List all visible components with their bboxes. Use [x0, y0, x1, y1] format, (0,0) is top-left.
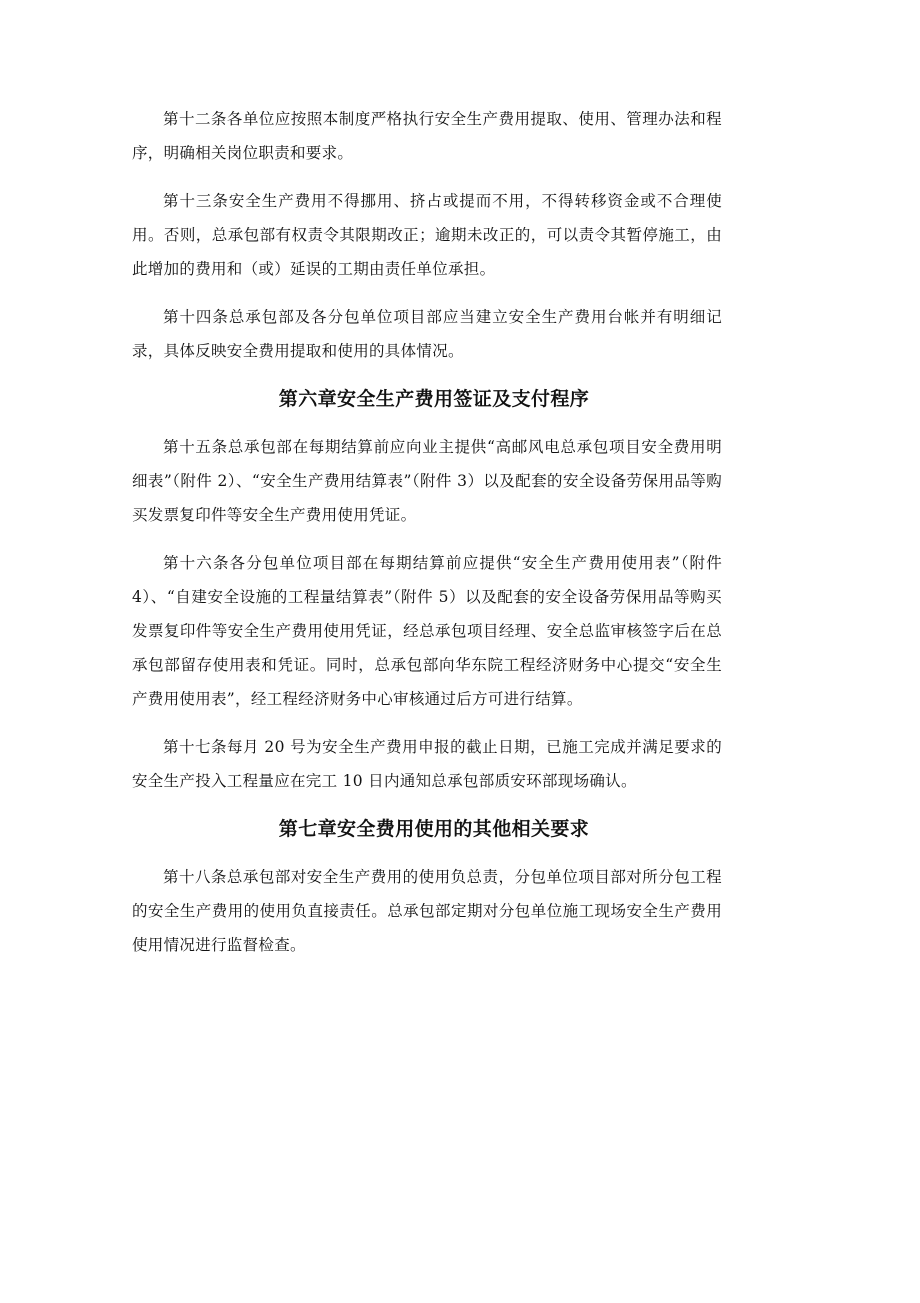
chapter-7-heading: 第七章安全费用使用的其他相关要求	[278, 818, 590, 840]
article-14-paragraph: 第十四条总承包部及各分包单位项目部应当建立安全生产费用台帐并有明细记录，具体反映安全费用提取和使用的具体情况。	[132, 308, 722, 360]
article-13-paragraph: 第十三条安全生产费用不得挪用、挤占或提而不用，不得转移资金或不合理使用。否则，总承包部有权责令其限期改正；逾期未改正的，可以责令其暂停施工，由此增加的费用和（或）延误的工期由责任单位承担。	[132, 192, 722, 278]
article-18-paragraph: 第十八条总承包部对安全生产费用的使用负总责，分包单位项目部对所分包工程的安全生产费用的使用负直接责任。总承包部定期对分包单位施工现场安全生产费用使用情况进行监督检查。	[132, 868, 722, 954]
article-12-paragraph: 第十二条各单位应按照本制度严格执行安全生产费用提取、使用、管理办法和程序，明确相关岗位职责和要求。	[132, 110, 722, 162]
article-15-paragraph: 第十五条总承包部在每期结算前应向业主提供“高邮风电总承包项目安全费用明细表”（附件 2）、“安全生产费用结算表”（附件 3）以及配套的安全设备劳保用品等购买发票复印件等安全生产费用使用凭证。	[132, 438, 722, 524]
chapter-6-heading: 第六章安全生产费用签证及支付程序	[278, 388, 590, 410]
article-16-paragraph: 第十六条各分包单位项目部在每期结算前应提供“安全生产费用使用表”（附件 4）、“自建安全设施的工程量结算表”（附件 5）以及配套的安全设备劳保用品等购买发票复印件等安全生产费用使用凭证，经总承包项目经理、安全总监审核签字后在总承包部留存使用表和凭证。同时，总承包部向华东院工程经济财务中心提交“安全生产费用使用表”，经工程经济财务中心审核通过后方可进行结算。	[132, 554, 722, 708]
document-body	[132, 102, 722, 962]
article-17-paragraph: 第十七条每月 20 号为安全生产费用申报的截止日期，已施工完成并满足要求的安全生产投入工程量应在完工 10 日内通知总承包部质安环部现场确认。	[132, 738, 722, 790]
